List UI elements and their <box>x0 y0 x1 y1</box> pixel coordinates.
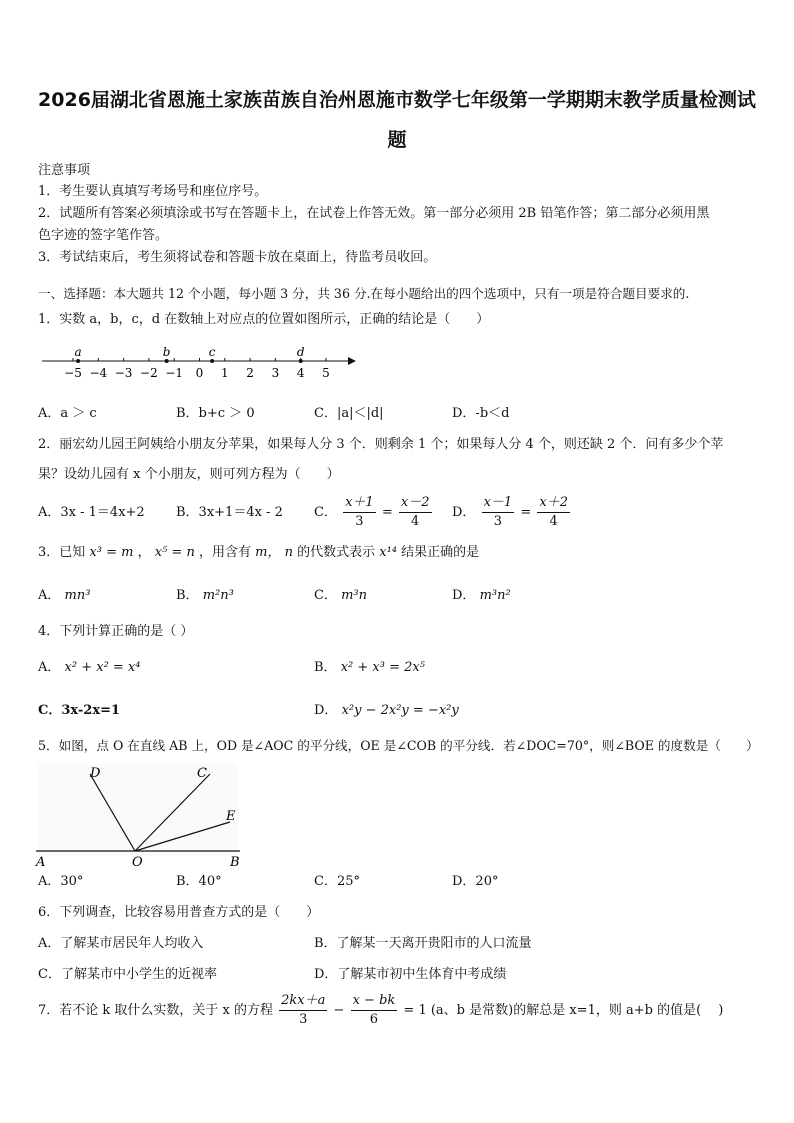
arrow-icon <box>348 357 356 365</box>
math-expr: x² + x³ = 2x⁵ <box>340 660 425 675</box>
fraction <box>399 494 432 531</box>
q4-option-c: C．3x-2x=1 <box>38 703 121 718</box>
numerator: x－1 <box>482 494 515 513</box>
q3-option-a <box>38 587 90 605</box>
q6-option-b: B．了解某一天离开贵阳市的人口流量 <box>314 936 532 951</box>
tick-label: −2 <box>140 366 158 380</box>
math-expr: m， n <box>255 545 293 560</box>
numerator: 2kx＋a <box>279 992 327 1011</box>
question-1-stem: 1．实数 a，b，c，d 在数轴上对应点的位置如图所示，正确的结论是（ ） <box>38 312 490 327</box>
denominator: 4 <box>549 514 558 529</box>
q3-option-c <box>314 587 367 605</box>
tick-label: −4 <box>89 366 108 380</box>
q4-option-a <box>38 659 140 677</box>
denominator: 4 <box>411 514 420 529</box>
numerator: x − bk <box>351 992 398 1011</box>
tick-label: 2 <box>246 366 254 380</box>
q5-option-d: D．20° <box>452 874 499 889</box>
fraction <box>351 992 398 1029</box>
question-6-stem: 6．下列调查，比较容易用普查方式的是（ ） <box>38 905 320 920</box>
minus-sign: − <box>333 1003 345 1018</box>
label-e: E <box>226 809 236 824</box>
numerator: x－2 <box>399 494 432 513</box>
notice-item: 2．试题所有答案必须填涂或书写在答题卡上，在试卷上作答无效。第一部分必须用 2B 铅笔作答；第二部分必须用黑 <box>38 206 710 221</box>
tick-label: 5 <box>322 366 330 380</box>
q6-option-d: D．了解某市初中生体育中考成绩 <box>314 967 507 982</box>
q5-option-a: A．30° <box>38 874 84 889</box>
exam-title-cont: 题 <box>387 129 407 151</box>
tick-label: 4 <box>296 366 305 380</box>
question-5-stem: 5．如图，点 O 在直线 AB 上，OD 是∠AOC 的平分线，OE 是∠COB 的平分线．若∠DOC=70°，则∠BOE 的度数是（ ） <box>38 738 759 753</box>
option-label: A． <box>38 588 61 603</box>
question-7-stem <box>38 992 723 1029</box>
point-label-d: d <box>296 345 305 359</box>
option-label: B． <box>176 588 199 603</box>
point-label-c: c <box>208 345 216 359</box>
question-4-stem: 4．下列计算正确的是（ ） <box>38 624 194 639</box>
option-label: D． <box>314 703 338 718</box>
math-expr: x⁵ = n <box>154 545 195 560</box>
angle-figure <box>34 760 249 868</box>
q1-option-b: B．b+c ＞ 0 <box>176 406 255 421</box>
point-label-a: a <box>74 345 82 359</box>
stem-text: 3．已知 <box>38 545 86 560</box>
q4-option-d <box>314 702 459 720</box>
question-2-stem-cont: 果？设幼儿园有 x 个小朋友，则可列方程为（ ） <box>38 467 340 482</box>
equals-one: = 1 <box>403 1003 427 1018</box>
stem-text: 7．若不论 k 取什么实数，关于 x 的方程 <box>38 1003 274 1018</box>
stem-text: (a、b 是常数)的解总是 x=1，则 a+b 的值是( ) <box>430 1003 724 1018</box>
point-d <box>299 359 303 363</box>
label-o: O <box>132 855 143 868</box>
denominator: 3 <box>493 514 503 529</box>
q2-option-c <box>314 494 434 531</box>
fraction <box>482 494 515 531</box>
math-expr: m³n <box>341 588 368 603</box>
q1-option-c: C．|a|＜|d| <box>314 406 384 421</box>
denominator: 3 <box>355 514 364 529</box>
math-expr: m³n² <box>479 588 511 603</box>
math-expr: x¹⁴ <box>379 545 398 560</box>
denominator: 6 <box>369 1012 379 1027</box>
q6-option-a: A．了解某市居民年人均收入 <box>38 936 204 951</box>
numerator: x＋2 <box>537 494 570 513</box>
math-expr: x² + x² = x⁴ <box>64 660 141 675</box>
label-d: D <box>90 766 101 781</box>
q1-option-d: D．-b＜d <box>452 406 510 421</box>
notice-item: 3．考试结束后，考生须将试卷和答题卡放在桌面上，待监考员收回。 <box>38 250 437 265</box>
q2-option-a: A．3x - 1＝4x+2 <box>38 505 145 520</box>
stem-text: ，用含有 <box>198 545 251 560</box>
q5-option-b: B．40° <box>176 874 222 889</box>
q6-option-c: C．了解某市中小学生的近视率 <box>38 967 217 982</box>
option-label: C． <box>314 505 337 520</box>
option-label: D． <box>452 588 476 603</box>
q4-option-b <box>314 659 425 677</box>
tick-label: −5 <box>64 366 82 380</box>
fraction <box>537 494 570 531</box>
section-heading: 一、选择题：本大题共 12 个小题，每小题 3 分，共 36 分.在每小题给出的四个选项中，只有一项是符合题目要求的. <box>38 286 690 301</box>
q1-option-a: A．a ＞ c <box>38 406 97 421</box>
math-expr: x²y − 2x²y = −x²y <box>341 703 459 718</box>
fraction <box>343 494 376 531</box>
label-c: C <box>197 766 207 781</box>
q3-option-d <box>452 587 511 605</box>
denominator: 3 <box>299 1012 308 1027</box>
tick-label: 0 <box>195 366 204 380</box>
equals-sign: = <box>520 505 532 520</box>
q5-option-c: C．25° <box>314 874 360 889</box>
equals-sign: = <box>381 505 393 520</box>
number-line <box>38 345 368 385</box>
notice-item: 1．考生要认真填写考场号和座位序号。 <box>38 184 268 199</box>
tick-label: 3 <box>271 366 280 380</box>
point-b <box>165 359 169 363</box>
stem-text: ， <box>137 545 151 560</box>
notice-item: 色字迹的签字笔作答。 <box>38 228 169 243</box>
math-expr: x³ = m <box>89 545 134 560</box>
label-b: B <box>230 855 240 868</box>
question-3-stem <box>38 544 479 562</box>
numerator: x＋1 <box>343 494 376 513</box>
stem-text: 结果正确的是 <box>401 545 480 560</box>
question-2-stem: 2．丽宏幼儿园王阿姨给小朋友分苹果，如果每人分 3 个．则剩余 1 个；如果每人分 4 个，则还缺 2 个．问有多少个苹 <box>38 437 724 452</box>
notice-heading: 注意事项 <box>38 163 91 178</box>
fraction <box>279 992 327 1029</box>
option-label: A． <box>38 660 61 675</box>
point-a <box>76 359 80 363</box>
q2-option-b: B．3x+1＝4x - 2 <box>176 505 283 520</box>
math-expr: mn³ <box>64 588 91 603</box>
exam-title: 2026届湖北省恩施土家族苗族自治州恩施市数学七年级第一学期期末教学质量检测试 <box>38 89 756 111</box>
math-expr: m²n³ <box>202 588 234 603</box>
q3-option-b <box>176 587 234 605</box>
tick-label: −3 <box>114 366 133 380</box>
label-a: A <box>36 855 46 868</box>
tick-label: 1 <box>220 366 229 380</box>
point-c <box>210 359 214 363</box>
option-label: D． <box>452 505 476 520</box>
tick-label: −1 <box>165 366 184 380</box>
option-label: B． <box>314 660 337 675</box>
q2-option-d <box>452 494 572 531</box>
stem-text: 的代数式表示 <box>297 545 376 560</box>
option-label: C． <box>314 588 337 603</box>
point-label-b: b <box>162 345 171 359</box>
